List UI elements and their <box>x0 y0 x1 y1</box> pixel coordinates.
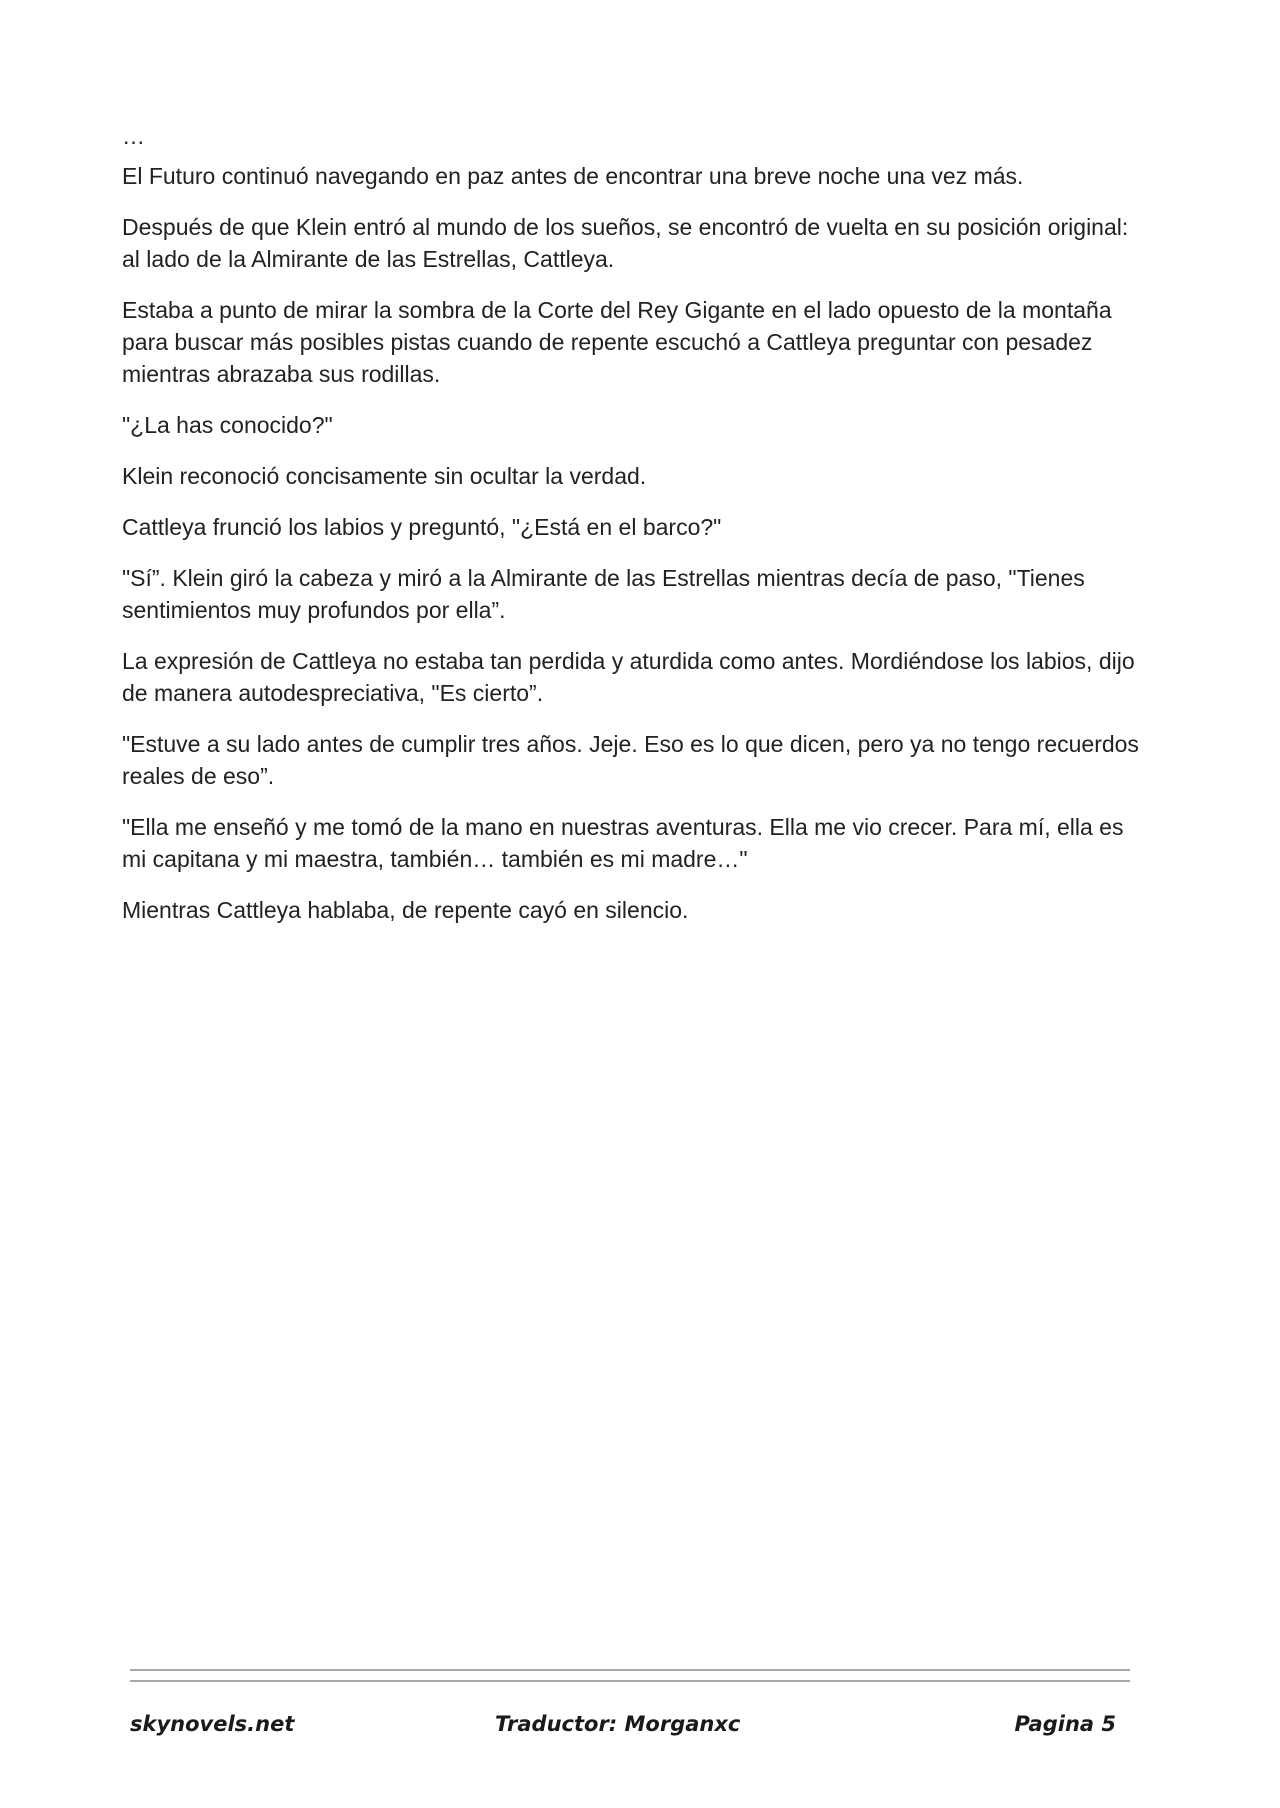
footer-divider <box>130 1680 1130 1682</box>
paragraph: La expresión de Cattleya no estaba tan perdida y aturdida como antes. Mordiéndose los labios, dijo de manera autodespreciativa, "Es cierto”. <box>122 648 1135 706</box>
footer-divider <box>130 1669 1130 1671</box>
paragraph: "Estuve a su lado antes de cumplir tres años. Jeje. Eso es lo que dicen, pero ya no tengo recuerdos reales de eso”. <box>122 731 1139 789</box>
paragraph: "Sí”. Klein giró la cabeza y miró a la Almirante de las Estrellas mientras decía de paso, "Tienes sentimientos muy profundos por ella”. <box>122 565 1085 623</box>
footer-translator: Traductor: Morganxc <box>495 1712 741 1736</box>
footer-site: skynovels.net <box>130 1712 295 1736</box>
paragraph: Después de que Klein entró al mundo de los sueños, se encontró de vuelta en su posición original: al lado de la Almirante de las Estrellas, Cattleya. <box>122 214 1129 272</box>
page-footer <box>130 1712 1130 1746</box>
paragraph: El Futuro continuó navegando en paz antes de encontrar una breve noche una vez más. <box>122 163 1024 189</box>
paragraph: Cattleya frunció los labios y preguntó, "¿Está en el barco?" <box>122 514 722 540</box>
paragraph-ellipsis: … <box>122 123 145 149</box>
paragraph: "¿La has conocido?" <box>122 412 333 438</box>
paragraph: Mientras Cattleya hablaba, de repente cayó en silencio. <box>122 897 689 923</box>
paragraph: Klein reconoció concisamente sin ocultar la verdad. <box>122 463 647 489</box>
footer-page-number: Pagina 5 <box>1014 1712 1116 1736</box>
body-text <box>122 124 1142 945</box>
paragraph: "Ella me enseñó y me tomó de la mano en nuestras aventuras. Ella me vio crecer. Para mí, ella es mi capitana y mi maestra, también… también es mi madre…" <box>122 814 1124 872</box>
paragraph: Estaba a punto de mirar la sombra de la Corte del Rey Gigante en el lado opuesto de la montaña para buscar más posibles pistas cuando de repente escuchó a Cattleya preguntar con pesadez mientras abrazaba sus rodillas. <box>122 297 1112 387</box>
